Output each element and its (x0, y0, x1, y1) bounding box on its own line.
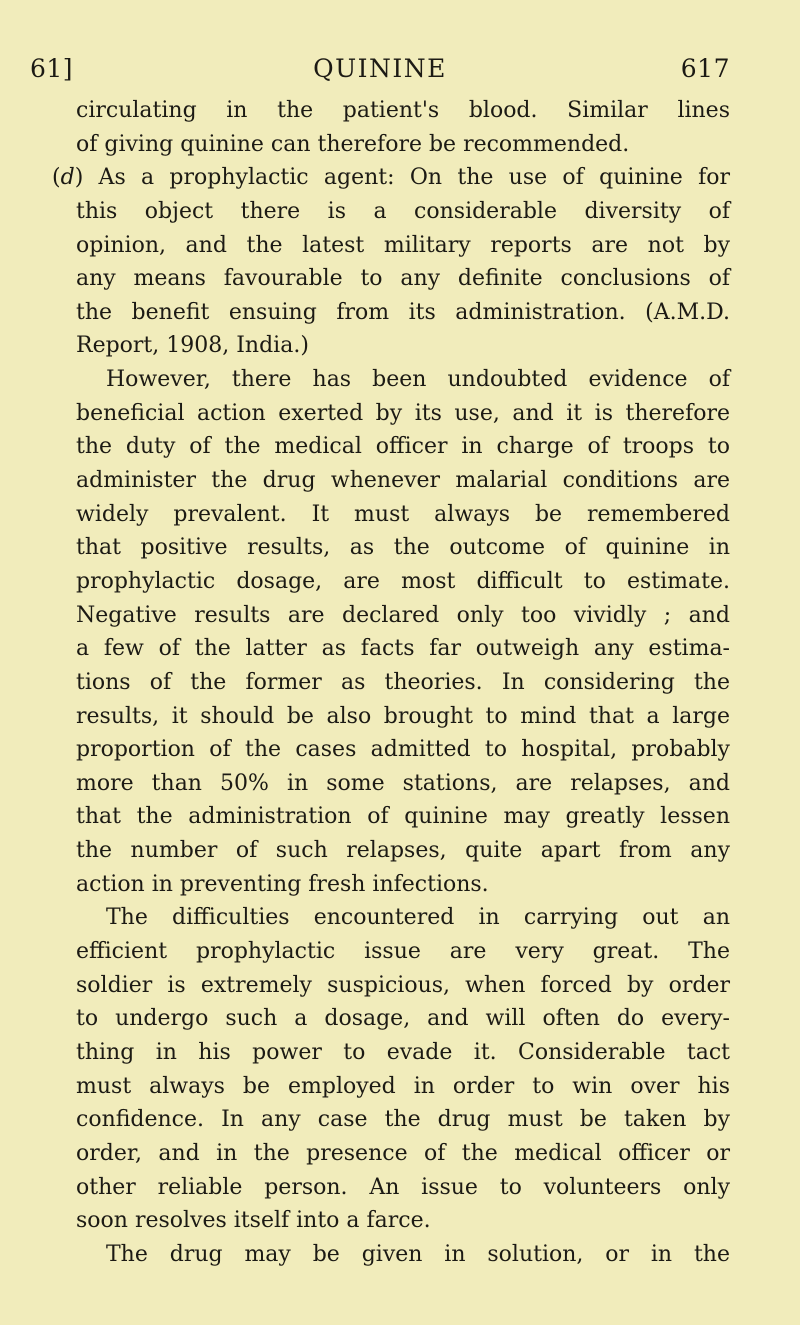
text-line: must always be employed in order to win over his (76, 1073, 730, 1099)
text-line: tions of the former as theories. In considering the (76, 669, 730, 695)
paragraph-letter: d (60, 165, 75, 191)
running-header (30, 54, 730, 88)
chapter-number: 61] (30, 54, 74, 83)
text-line: confidence. In any case the drug must be taken by (76, 1107, 730, 1133)
text-line: the number of such relapses, quite apart from any (76, 838, 730, 864)
text-line: circulating in the patient's blood. Similar lines (76, 98, 730, 123)
text-line: a few of the latter as facts far outweigh any estima- (76, 636, 730, 662)
text-line: action in preventing fresh infections. (76, 871, 489, 897)
text-line: soon resolves itself into a farce. (76, 1208, 431, 1234)
text-line: order, and in the presence of the medical officer or (76, 1140, 730, 1166)
body-text (52, 94, 730, 1271)
text-line: The drug may be given in solution, or in the (106, 1241, 730, 1267)
text-line: opinion, and the latest military reports are not by (76, 232, 730, 258)
text-line: (d) As a prophylactic agent: On the use of quinine for (52, 165, 730, 191)
text-line: more than 50% in some stations, are relapses, and (76, 770, 730, 796)
text-line: proportion of the cases admitted to hospital, probably (76, 737, 730, 763)
text-line: that positive results, as the outcome of quinine in (76, 535, 730, 561)
text-line: The difficulties encountered in carrying out an (106, 905, 730, 931)
text-line: the benefit ensuing from its administration. (A.M.D. (76, 299, 730, 325)
text-line: the duty of the medical officer in charge of troops to (76, 434, 730, 460)
text-line: However, there has been undoubted evidence of (106, 367, 730, 393)
running-title: QUININE (313, 54, 447, 83)
text-line: widely prevalent. It must always be remembered (76, 501, 730, 527)
text-line: other reliable person. An issue to volunteers only (76, 1174, 730, 1200)
text-line: Report, 1908, India.) (76, 333, 309, 359)
text-line: of giving quinine can therefore be recommended. (76, 131, 630, 157)
text-line: that the administration of quinine may greatly lessen (76, 804, 730, 830)
text-line: administer the drug whenever malarial conditions are (76, 468, 730, 494)
text-line: results, it should be also brought to mind that a large (76, 703, 730, 729)
text-line: beneficial action exerted by its use, and it is therefore (76, 400, 730, 426)
text-line: this object there is a considerable diversity of (76, 198, 730, 224)
text-line: to undergo such a dosage, and will often do every- (76, 1006, 730, 1032)
text-line: soldier is extremely suspicious, when forced by order (76, 972, 730, 998)
text-line: prophylactic dosage, are most difficult to estimate. (76, 568, 730, 594)
page-number: 617 (680, 54, 730, 83)
text-line: efficient prophylactic issue are very great. The (76, 939, 730, 965)
text-line: Negative results are declared only too vividly ; and (76, 602, 730, 628)
text-line: any means favourable to any definite conclusions of (76, 266, 730, 292)
text-line: thing in his power to evade it. Considerable tact (76, 1039, 730, 1065)
